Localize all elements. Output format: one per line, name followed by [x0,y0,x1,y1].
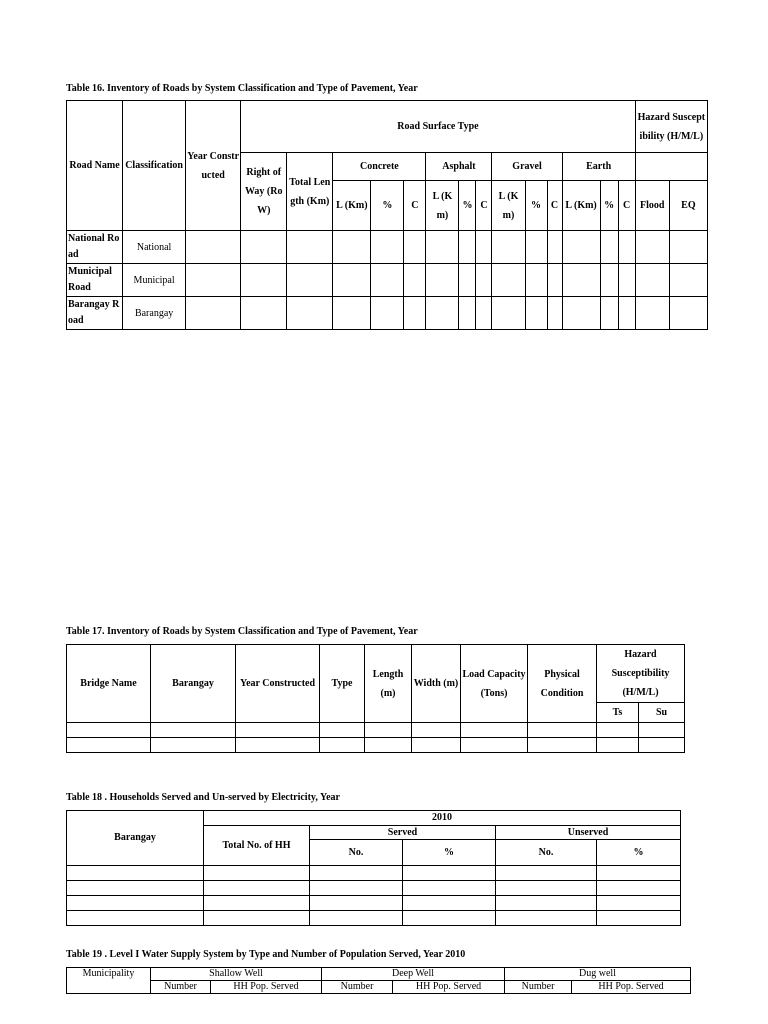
header-length: Length (m) [365,645,412,723]
header-served-pct: % [403,840,496,866]
row-road-name: Municipal Road [67,264,123,297]
table-19-caption: Table 19 . Level I Water Supply System by Type and Number of Population Served, Year 2010 [66,949,466,960]
table-row [67,297,708,330]
header-asphalt-c: C [476,181,492,231]
header-hazard-blank [635,153,707,181]
table-row [67,866,681,881]
header-barangay: Barangay [151,645,236,723]
header-barangay: Barangay [67,811,204,866]
header-right-of-way: Right of Way (RoW) [241,153,287,231]
header-road-surface-type: Road Surface Type [241,101,636,153]
header-earth-pct: % [600,181,618,231]
table-18-caption: Table 18 . Households Served and Un-served by Electricity, Year [66,792,340,803]
row-road-name: Barangay Road [67,297,123,330]
header-year-constructed: Year Constructed [236,645,320,723]
header-su: Su [639,703,685,723]
table-row [67,896,681,911]
header-deep-hh-pop: HH Pop. Served [393,981,505,994]
header-shallow-well: Shallow Well [151,968,322,981]
header-total-length: Total Length (Km) [287,153,333,231]
header-concrete-pct: % [371,181,404,231]
header-flood: Flood [635,181,669,231]
header-unserved-pct: % [597,840,681,866]
header-concrete: Concrete [333,153,426,181]
table-row [67,231,708,264]
header-dug-number: Number [505,981,572,994]
header-municipality: Municipality [67,968,151,994]
header-classification: Classification [123,101,186,231]
table-row [67,911,681,926]
header-hazard-susceptibility: Hazard Susceptibility (H/M/L) [597,645,685,703]
header-asphalt-pct: % [459,181,476,231]
header-earth-c: C [618,181,635,231]
header-unserved-no: No. [496,840,597,866]
header-shallow-hh-pop: HH Pop. Served [211,981,322,994]
header-deep-well: Deep Well [322,968,505,981]
header-earth-length: L (Km) [562,181,600,231]
row-classification: National [123,231,186,264]
table-18 [66,810,681,926]
header-year: 2010 [204,811,681,826]
header-served-no: No. [310,840,403,866]
header-asphalt: Asphalt [426,153,492,181]
header-gravel-c: C [547,181,562,231]
table-row [67,881,681,896]
header-hazard-susceptibility: Hazard Susceptibility (H/M/L) [635,101,707,153]
header-earth: Earth [562,153,635,181]
header-load-capacity: Load Capacity (Tons) [461,645,528,723]
table-17-caption: Table 17. Inventory of Roads by System Classification and Type of Pavement, Year [66,626,418,637]
header-type: Type [320,645,365,723]
header-dug-well: Dug well [505,968,691,981]
header-deep-number: Number [322,981,393,994]
header-shallow-number: Number [151,981,211,994]
header-road-name: Road Name [67,101,123,231]
header-concrete-length: L (Km) [333,181,371,231]
header-gravel: Gravel [492,153,562,181]
header-served: Served [310,826,496,840]
row-road-name: National Road [67,231,123,264]
header-gravel-pct: % [525,181,547,231]
row-classification: Municipal [123,264,186,297]
header-ts: Ts [597,703,639,723]
header-gravel-length: L (Km) [492,181,525,231]
row-classification: Barangay [123,297,186,330]
table-row [67,723,685,738]
table-row [67,264,708,297]
header-physical-condition: Physical Condition [528,645,597,723]
header-eq: EQ [669,181,707,231]
header-asphalt-length: L (Km) [426,181,459,231]
header-concrete-c: C [404,181,426,231]
table-row [67,738,685,753]
table-17 [66,644,685,753]
header-width: Width (m) [412,645,461,723]
table-19 [66,967,691,994]
header-unserved: Unserved [496,826,681,840]
header-dug-hh-pop: HH Pop. Served [572,981,691,994]
table-16-caption: Table 16. Inventory of Roads by System Classification and Type of Pavement, Year [66,83,418,94]
header-year-constructed: Year Constructed [186,101,241,231]
table-16 [66,100,708,330]
header-bridge-name: Bridge Name [67,645,151,723]
header-total-hh: Total No. of HH [204,826,310,866]
